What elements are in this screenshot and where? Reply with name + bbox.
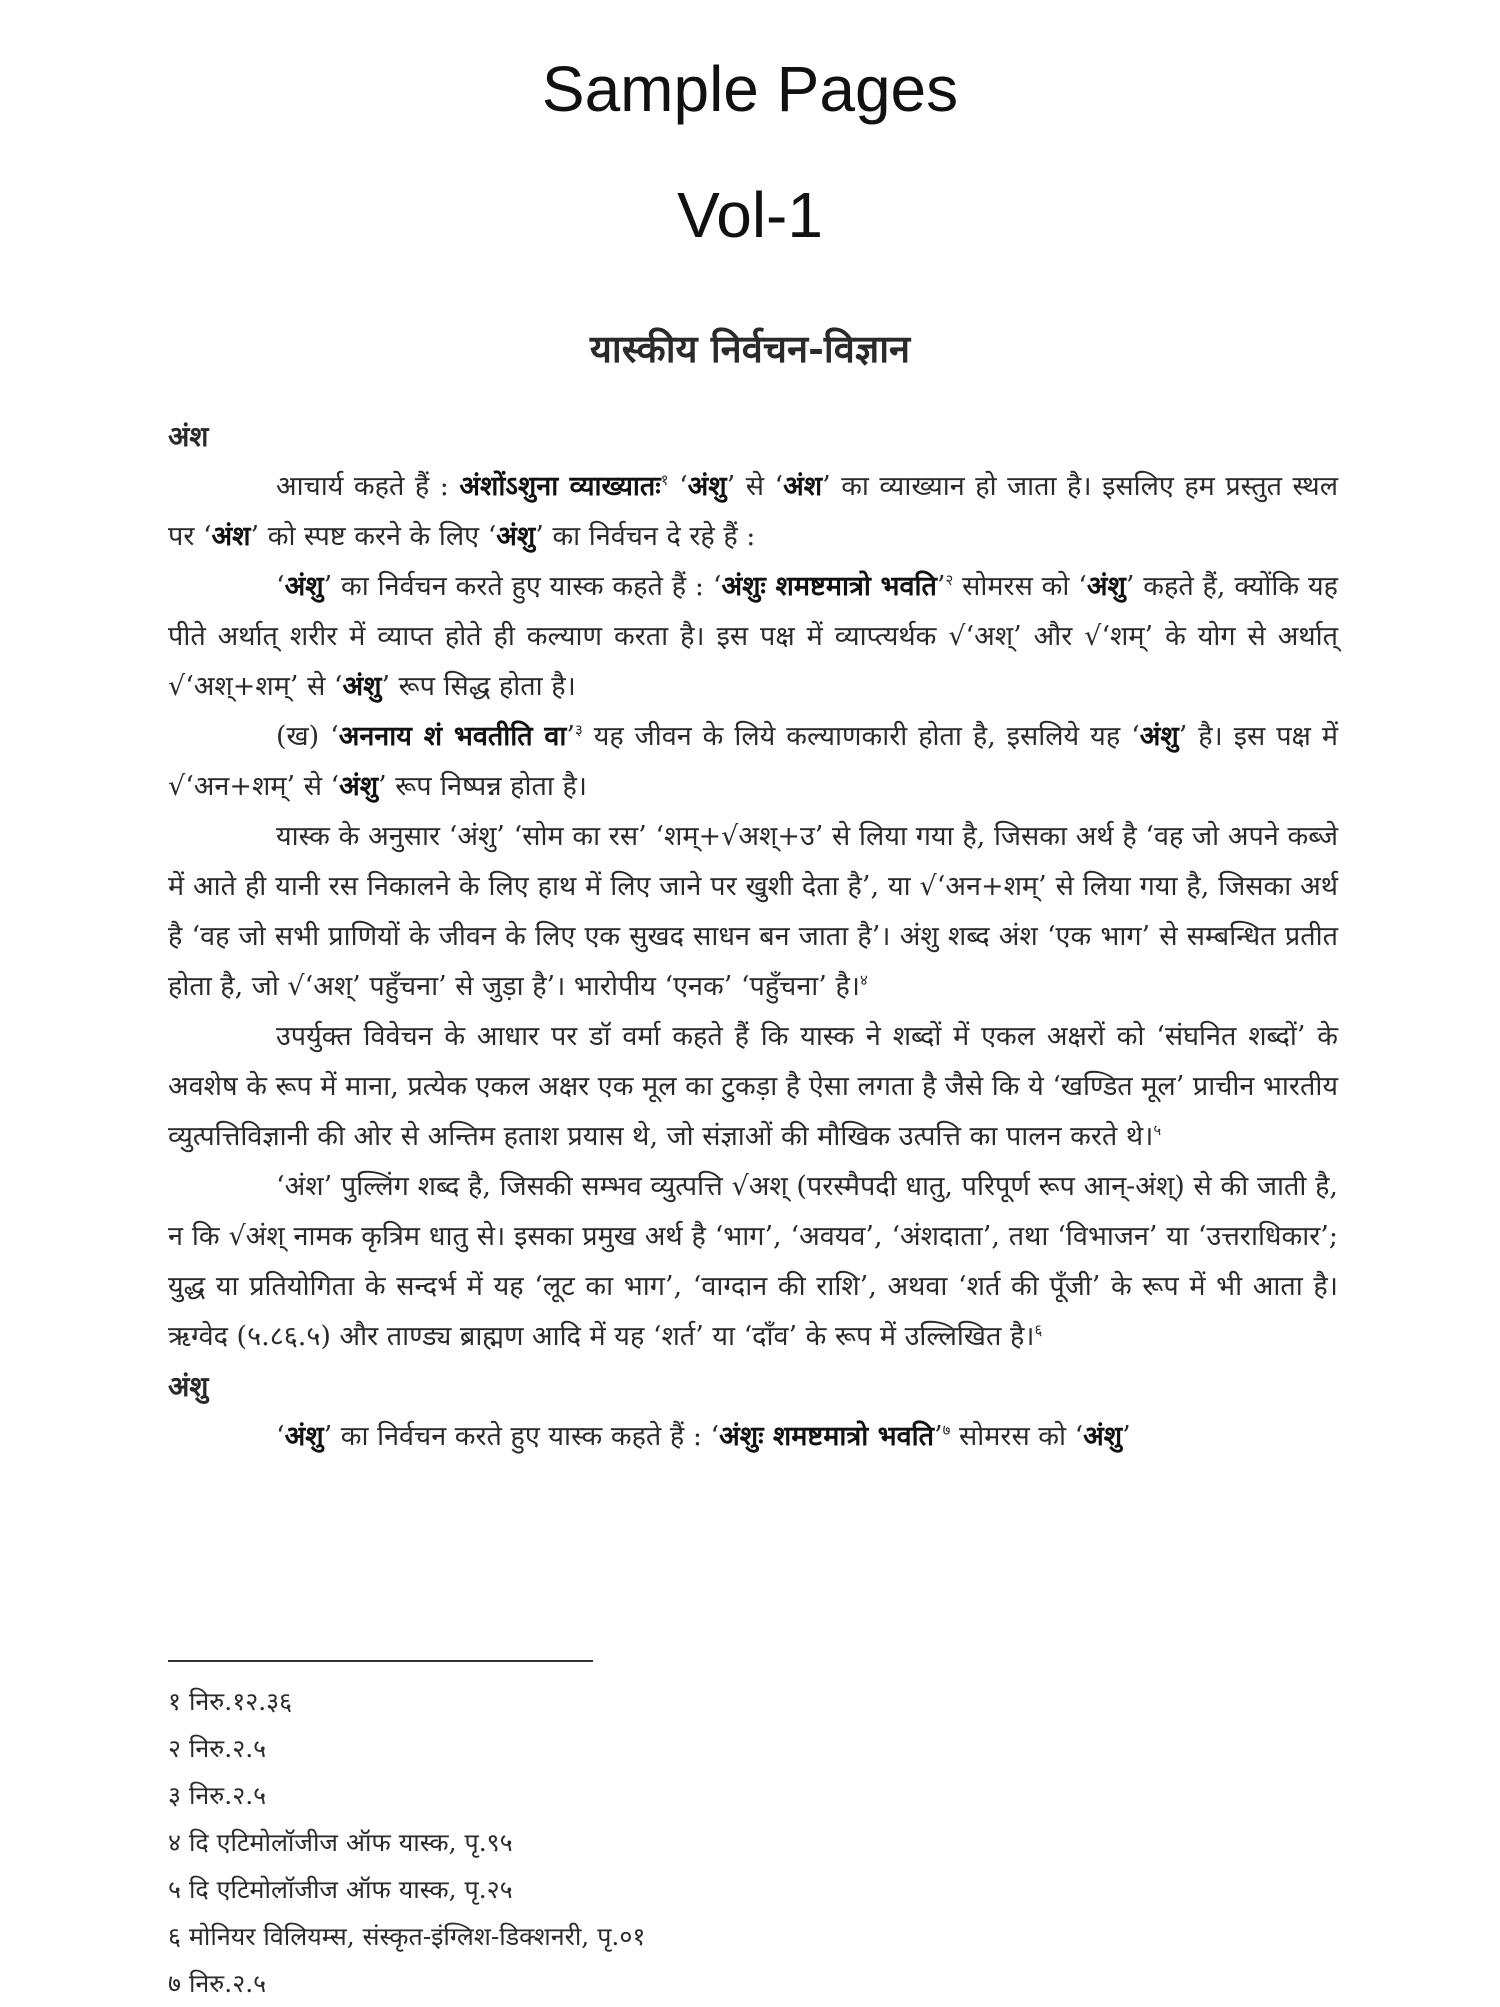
footnote: ४ दि एटिमोलॉजीज ऑफ यास्क, पृ.९५ [168,1828,513,1857]
footnote-ref-5: ५ [1153,1121,1162,1139]
paragraph-6: ‘अंश’ पुल्लिंग शब्द है, जिसकी सम्भव व्युत्पत्ति √अश् (परस्मैपदी धातु, परिपूर्ण रूप आन्-अंश्) से की जाती है, न कि √अंश् नामक कृत्रिम धातु से। इसका प्रमुख अर्थ है ‘भाग’, ‘अवयव’, ‘अंशदाता’, तथा ‘विभाजन’ या ‘उत्तराधिकार’; युद्ध या प्रतियोगिता के सन्दर्भ में यह ‘लूट का भाग’, ‘वाग्दान की राशि’, अथवा ‘शर्त की पूँजी’ के रूप में भी आता है। ऋग्वेद (५.८६.५) और ताण्ड्य ब्राह्मण आदि में यह ‘शर्त’ या ‘दाँव’ के रूप में उल्लिखित है।$^६$ [168,1171,1338,1352]
paragraph-7: ‘अंशु’ का निर्वचन करते हुए यास्क कहते हैं : ‘अंशुः शमष्टमात्रो भवति’$^७$ सोमरस को ‘अंशु’ [276,1421,1131,1452]
footnote: ३ निरु.२.५ [168,1781,267,1810]
paragraph-5: उपर्युक्त विवेचन के आधार पर डॉ वर्मा कहते हैं कि यास्क ने शब्दों में एकल अक्षरों को ‘संघनित शब्दों’ के अवशेष के रूप में माना, प्रत्येक एकल अक्षर एक मूल का टुकड़ा है ऐसा लगता है जैसे कि ये ‘खण्डित मूल’ प्राचीन भारतीय व्युत्पत्तिविज्ञानी की ओर से अन्तिम हताश प्रयास थे, जो संज्ञाओं की मौखिक उत्पत्ति का पालन करते थे।$^५$ [168,1021,1338,1152]
footnote: ७ निरु.२.५ [168,1969,267,1998]
paragraph-1: आचार्य कहते हैं : अंशोंऽशुना व्याख्यातः$^१$ ‘अंशु’ से ‘अंश’ का व्याख्यान हो जाता है। इसलिए हम प्रस्तुत स्थल पर ‘अंश’ को स्पष्ट करने के लिए ‘अंशु’ का निर्वचन दे रहे हैं : [168,471,1338,552]
footnote-ref-3: ३ [574,721,583,739]
footnote-divider [168,1660,593,1662]
footnote: ५ दि एटिमोलॉजीज ऑफ यास्क, पृ.२५ [168,1875,513,1904]
footnote: १ निरु.१२.३६ [168,1687,293,1716]
footnote-ref-2: २ [945,571,954,589]
paragraph-4: यास्क के अनुसार ‘अंशु’ ‘सोम का रस’ ‘शम्+√अश्+उ’ से लिया गया है, जिसका अर्थ है ‘वह जो अपने कब्जे में आते ही यानी रस निकालने के लिए हाथ में लिए जाने पर खुशी देता है’, या √‘अन+शम्’ से लिया गया है, जिसका अर्थ है ‘वह जो सभी प्राणियों के जीवन के लिए एक सुखद साधन बन जाता है’। अंशु शब्द अंश ‘एक भाग’ से सम्बन्धित प्रतीत होता है, जो √‘अश्’ पहुँचना’ से जुड़ा है’। भारोपीय ‘एनक’ ‘पहुँचना’ है।$^४$ [168,821,1338,1002]
section-heading-anshu: अंशु [168,1370,209,1403]
paragraph-2: ‘अंशु’ का निर्वचन करते हुए यास्क कहते हैं : ‘अंशुः शमष्टमात्रो भवति’$^२$ सोमरस को ‘अंशु’ कहते हैं, क्योंकि यह पीते अर्थात् शरीर में व्याप्त होते ही कल्याण करता है। इस पक्ष में व्याप्त्यर्थक √‘अश्’ और √‘शम्’ के योग से अर्थात् √‘अश्+शम्’ से ‘अंशु’ रूप सिद्ध होता है। [168,571,1338,702]
footnote-ref-1: १ [660,471,669,489]
paragraph-3: (ख) ‘अननाय शं भवतीति वा’$^३$ यह जीवन के लिये कल्याणकारी होता है, इसलिये यह ‘अंशु’ है। इस पक्ष में √‘अन+शम्’ से ‘अंशु’ रूप निष्पन्न होता है। [168,721,1338,802]
header-sample-pages: Sample Pages [541,53,959,125]
section-heading-ansh: अंश [168,420,209,453]
footnote-ref-6: ६ [1034,1321,1043,1339]
document-body [168,412,1338,1462]
footnote: ६ मोनियर विलियम्स, संस्कृत-इंग्लिश-डिक्शनरी, पृ.०१ [168,1922,646,1951]
footnote-ref-4: ४ [860,971,868,989]
header-volume: Vol-1 [677,179,823,251]
footnotes [168,1660,768,2007]
document-title: यास्कीय निर्वचन-विज्ञान [589,326,911,371]
footnote: २ निरु.२.५ [168,1734,267,1763]
footnote-ref-7: ७ [942,1421,951,1439]
